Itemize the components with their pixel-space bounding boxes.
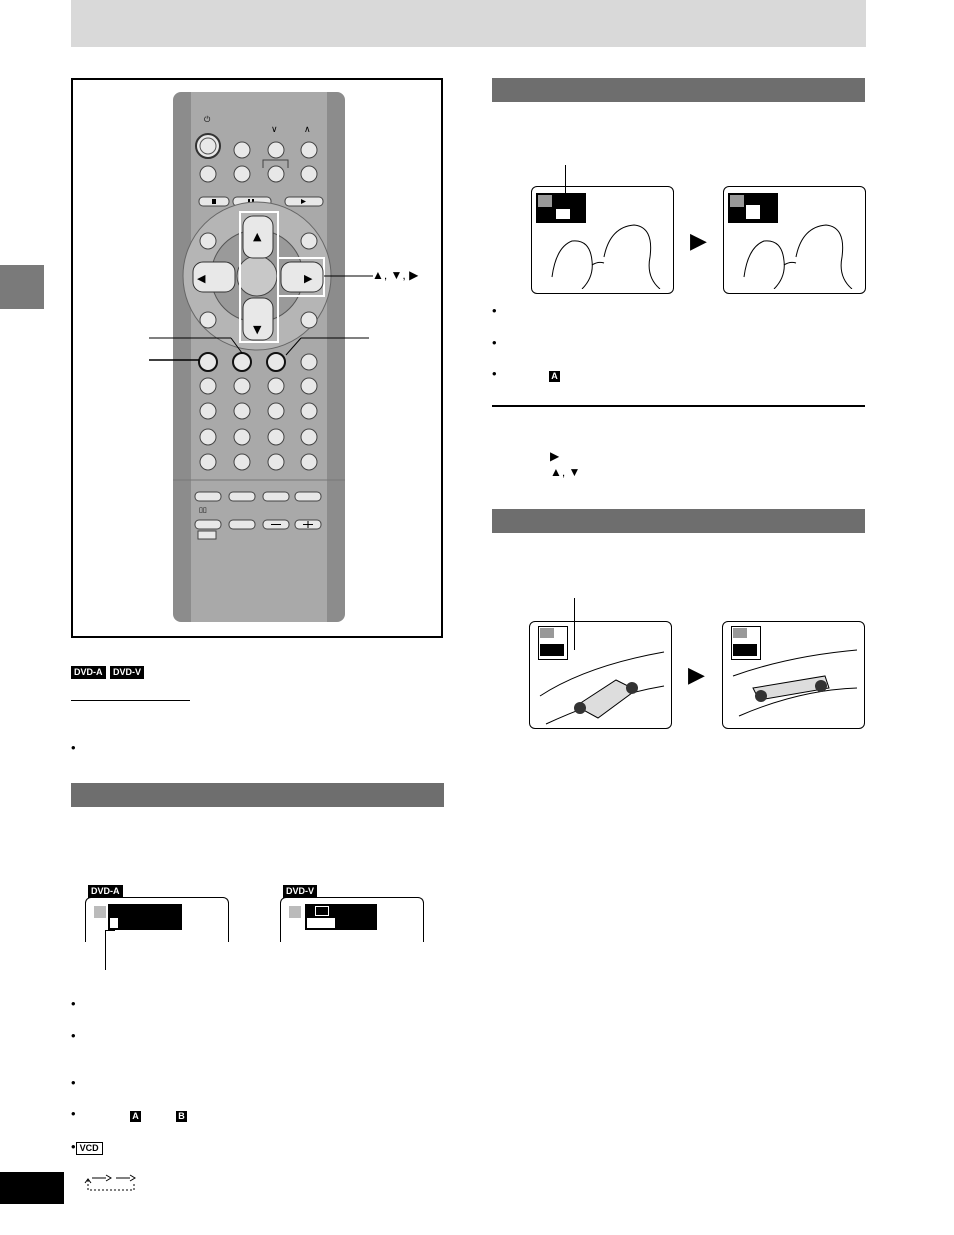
svg-text:▲: ▲ (253, 230, 262, 243)
angle-button (267, 353, 285, 371)
bullet: • (492, 366, 497, 381)
marker-a: A (130, 1106, 141, 1124)
tag-dvd-video: DVD-V (110, 666, 144, 679)
bullet: • (71, 1075, 76, 1090)
chapter-side-tab (0, 265, 44, 309)
skip-back-icon (268, 142, 284, 158)
bullet: • (71, 1106, 76, 1121)
subtitle-screen-before (531, 186, 674, 294)
subtitle-screen-after (723, 186, 866, 294)
marker-b: B (176, 1106, 187, 1124)
svg-text:⏻: ⏻ (204, 115, 211, 124)
right-arrow-glyph: ▶ (550, 449, 560, 463)
svg-text:▼: ▼ (253, 323, 262, 336)
callout-line (105, 930, 115, 931)
bullet: • (71, 1028, 76, 1043)
angle-screen-after (722, 621, 865, 729)
vcd-tag-row: • VCD (71, 1138, 103, 1156)
page-number-tab (0, 1172, 64, 1204)
subtitle-button (233, 353, 251, 371)
svg-text:◀: ◀ (197, 272, 206, 285)
audio-section-bar (71, 783, 444, 807)
camera-icon (733, 628, 747, 638)
speaker-icon (94, 906, 106, 918)
vcd-tag: VCD (76, 1142, 103, 1155)
remote-control-illustration (73, 80, 441, 636)
underline (71, 700, 190, 701)
cycle-arrows-icon (82, 1168, 142, 1196)
next-arrow-icon: ▶ (690, 228, 707, 253)
audio-button (199, 353, 217, 371)
eject-icon (200, 166, 216, 182)
angle-screen-before (529, 621, 672, 729)
couple-illustration (542, 217, 662, 289)
arrow-keys-label: ▲, ▼, ▶ (372, 268, 419, 282)
right-arrow-icon (281, 262, 323, 292)
osd-audio-box (108, 904, 182, 930)
camera-icon (540, 628, 554, 638)
fast-forward-icon (301, 166, 317, 182)
osd-cursor (110, 918, 118, 928)
disc-tag-row (71, 662, 144, 680)
osd-cursor (307, 918, 335, 928)
bullet: • (71, 740, 76, 755)
race-car-illustration (729, 646, 859, 726)
updown-arrow-glyph: ▲, ▼ (550, 465, 581, 479)
remote-illustration-frame (71, 78, 443, 638)
osd-dvd-video-tag: DVD-V (283, 885, 317, 898)
osd-dvd-video-screen (280, 897, 424, 942)
enter-button (237, 256, 277, 296)
subtitle-section-bar (492, 78, 865, 102)
page-header-bar (71, 0, 866, 47)
svg-text:∨: ∨ (271, 125, 278, 135)
skip-forward-icon (301, 142, 317, 158)
bullet: • (492, 303, 497, 318)
rewind-icon (268, 166, 284, 182)
speaker-icon (289, 906, 301, 918)
marker-a: A (549, 366, 560, 384)
callout-line (105, 930, 106, 970)
osd-dvd-audio-screen (85, 897, 229, 942)
svg-text:▶: ▶ (304, 272, 313, 285)
subtitle-icon (730, 195, 744, 207)
angle-section-bar (492, 509, 865, 533)
next-arrow-icon: ▶ (688, 662, 705, 687)
osd-dvd-audio-tag: DVD-A (88, 885, 123, 898)
tag-dvd-audio: DVD-A (71, 666, 106, 679)
section-divider (492, 405, 865, 407)
race-car-illustration (536, 646, 666, 726)
svg-text:∧: ∧ (304, 125, 311, 135)
svg-text:▯▯: ▯▯ (199, 506, 207, 514)
subtitle-icon (538, 195, 552, 207)
bullet: • (492, 335, 497, 350)
bullet: • (71, 996, 76, 1011)
couple-illustration (734, 217, 854, 289)
dolby-icon (315, 906, 329, 916)
